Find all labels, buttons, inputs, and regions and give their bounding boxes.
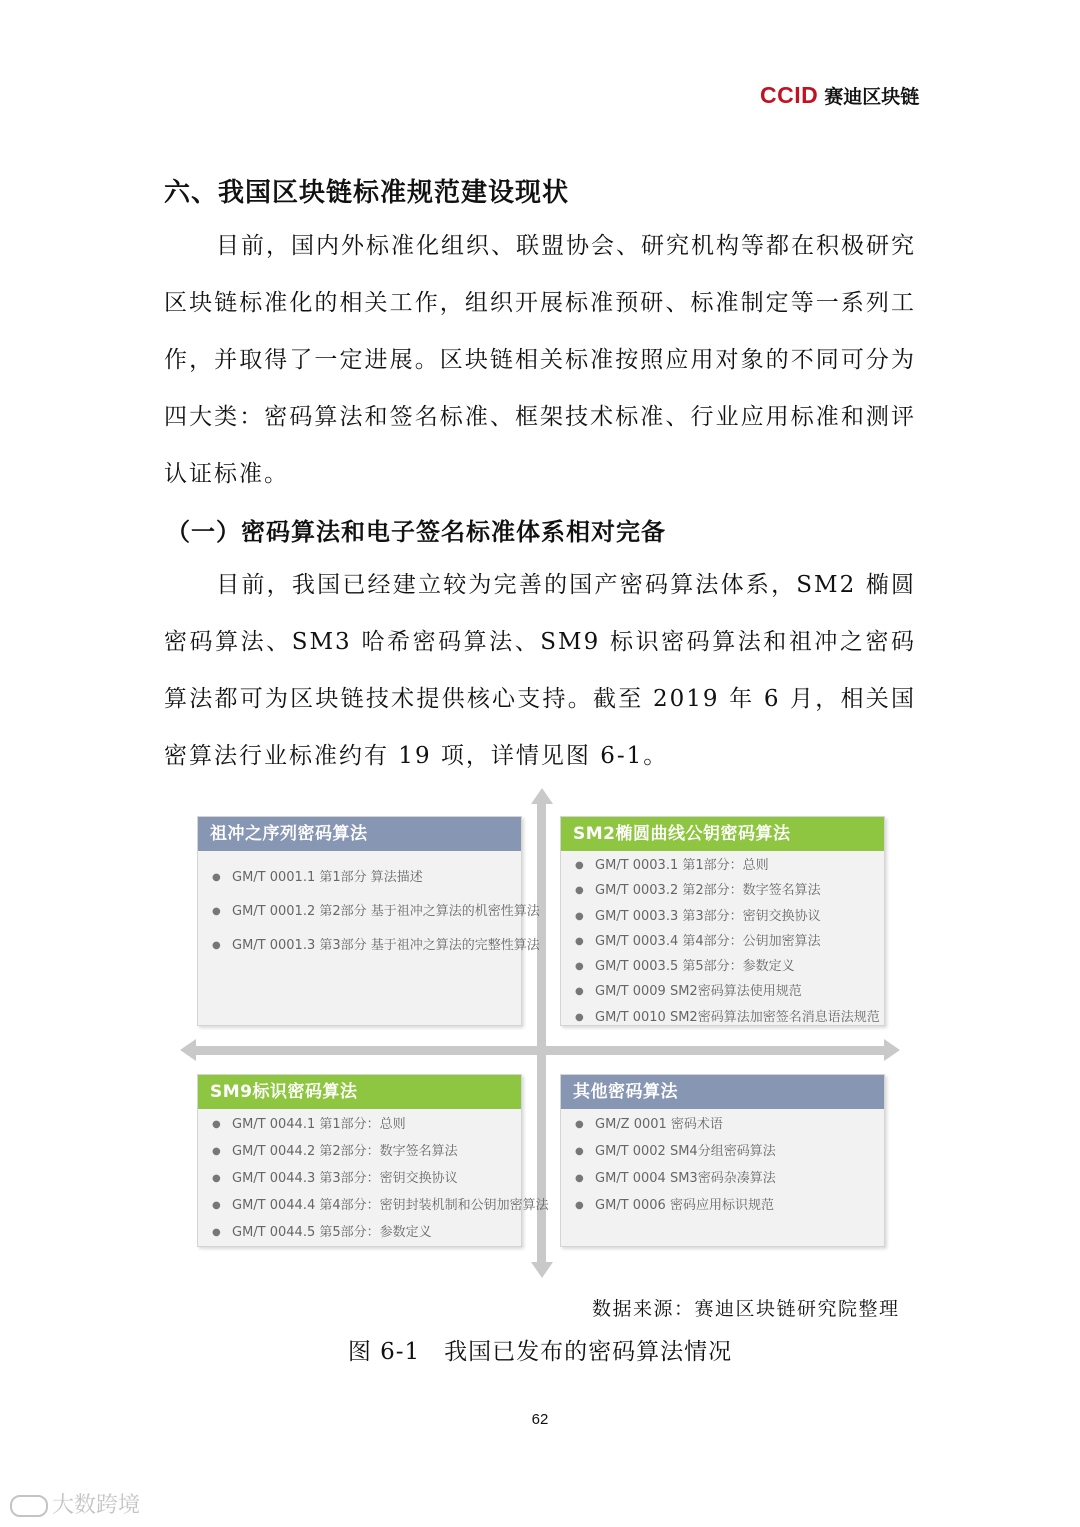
list-item: ● GM/T 0003.5 第5部分：参数定义 [569, 954, 884, 979]
paragraph-1-text: 目前，国内外标准化组织、联盟协会、研究机构等都在积极研究区块链标准化的相关工作，组织开展标准预研、标准制定等一系列工作，并取得了一定进展。区块链相关标准按照应用对象的不同可分为四大类：密码算法和签名标准、框架技术标准、行业应用标准和测评认证标准。 [164, 233, 916, 487]
watermark-text: 大数跨境 [52, 1493, 141, 1518]
list-item: ● GM/T 0003.1 第1部分：总则 [569, 853, 884, 878]
arrow-right-icon [884, 1039, 900, 1061]
arrow-left-icon [180, 1039, 196, 1061]
list-item: ● GM/T 0006 密码应用标识规范 [569, 1192, 884, 1219]
list-item: ● GM/T 0003.3 第3部分：密钥交换协议 [569, 904, 884, 929]
list-item: ● GM/T 0044.3 第3部分：密钥交换协议 [206, 1165, 521, 1192]
source-note: 数据来源：赛迪区块链研究院整理 [592, 1298, 900, 1320]
sm2-algorithm-box [560, 816, 885, 1026]
sm9-algorithm-box [197, 1074, 549, 1247]
figure-caption: 图 6-1 我国已发布的密码算法情况 [347, 1339, 733, 1365]
list-item: ● GM/T 0001.3 第3部分 基于祖冲之算法的完整性算法 [206, 929, 521, 963]
brand-name: CCID [760, 82, 819, 108]
brand-name-cn: 赛迪区块链 [824, 87, 920, 108]
list-item: ● GM/T 0010 SM2密码算法加密签名消息语法规范 [569, 1005, 884, 1030]
box-title: SM9标识密码算法 [198, 1075, 521, 1109]
section-title: 六、我国区块链标准规范建设现状 [164, 178, 570, 208]
watermark-logo-icon [10, 1495, 48, 1517]
paragraph-2-text: 目前，我国已经建立较为完善的国产密码算法体系，SM2 椭圆密码算法、SM3 哈希密码算法、SM9 标识密码算法和祖冲之密码算法都可为区块链技术提供核心支持。截至 2019 年 6 月，相关国密算法行业标准约有 19 项，详情见图 6-1。 [164, 572, 916, 769]
header-logo [760, 82, 919, 109]
list-item: ● GM/T 0044.2 第2部分：数字签名算法 [206, 1138, 521, 1165]
list-item: ● GM/Z 0001 密码术语 [569, 1111, 884, 1138]
arrow-up-icon [531, 788, 553, 804]
zuc-algorithm-box [197, 816, 540, 1026]
list-item: ● GM/T 0002 SM4分组密码算法 [569, 1138, 884, 1165]
watermark [10, 1488, 140, 1519]
list-item: ● GM/T 0004 SM3密码杂凑算法 [569, 1165, 884, 1192]
subsection-title: （一）密码算法和电子签名标准体系相对完备 [166, 518, 666, 546]
list-item: ● GM/T 0044.4 第4部分：密钥封装机制和公钥加密算法 [206, 1192, 521, 1219]
other-algorithm-box [560, 1074, 885, 1247]
paragraph-2 [164, 557, 916, 785]
list-item: ● GM/T 0001.2 第2部分 基于祖冲之算法的机密性算法 [206, 895, 521, 929]
box-title: 其他密码算法 [561, 1075, 884, 1109]
list-item: ● GM/T 0003.4 第4部分：公钥加密算法 [569, 929, 884, 954]
paragraph-1 [164, 218, 916, 503]
box-title: 祖冲之序列密码算法 [198, 817, 521, 851]
crypto-standards-figure [180, 788, 900, 1278]
list-item: ● GM/T 0009 SM2密码算法使用规范 [569, 979, 884, 1004]
list-item: ● GM/T 0044.1 第1部分：总则 [206, 1111, 521, 1138]
list-item: ● GM/T 0001.1 第1部分 算法描述 [206, 861, 521, 895]
arrow-down-icon [531, 1262, 553, 1278]
list-item: ● GM/T 0044.5 第5部分：参数定义 [206, 1219, 521, 1246]
page-number: 62 [531, 1411, 549, 1428]
box-title: SM2椭圆曲线公钥密码算法 [561, 817, 884, 851]
list-item: ● GM/T 0003.2 第2部分：数字签名算法 [569, 878, 884, 903]
horizontal-axis [194, 1046, 886, 1055]
